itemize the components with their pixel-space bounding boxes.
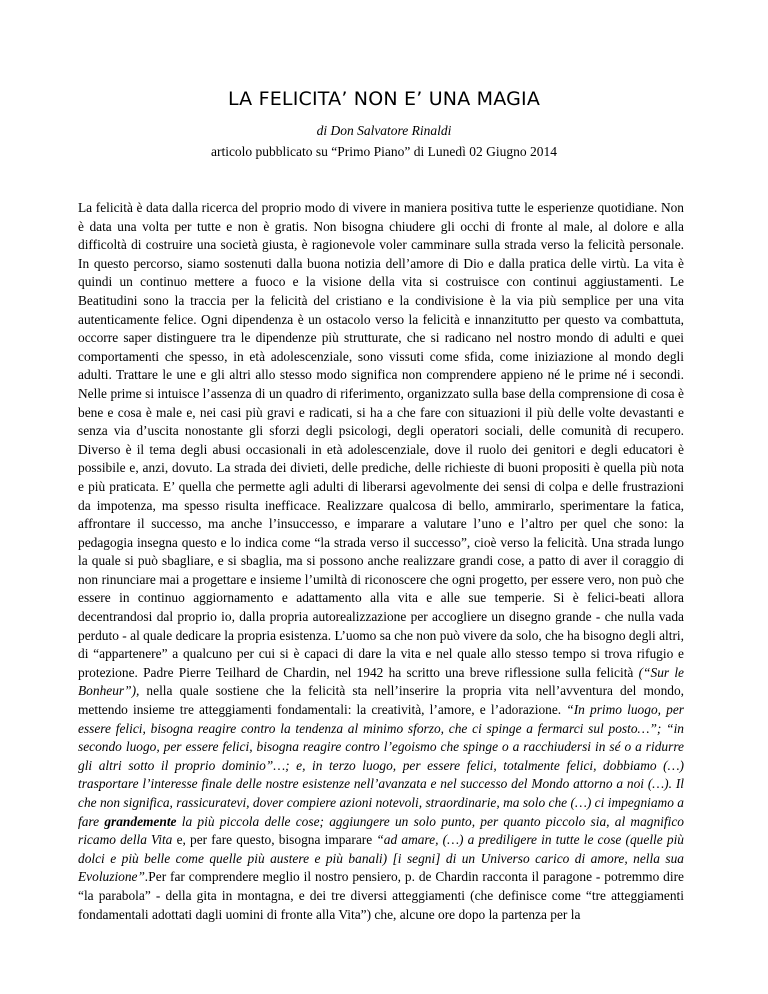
body-text-segment: nella quale sostiene che la felicità sta nell’inserire la propria vita nell’avventura del mondo, mettendo insieme tre atteggiamenti fondamentali: la creatività, l’amore, e l’adorazione. (78, 683, 684, 718)
article-body (78, 199, 684, 924)
body-text-segment: Per far comprendere meglio il nostro pensiero, p. de Chardin racconta il paragone - potremmo dire “la parabola” - della gita in montagna, e dei tre diversi atteggiamenti (che definisce come “tre atteggiamenti fondamentali adottati dagli uomini di fronte alla Vita”) che, alcune ore dopo la partenza per la (78, 869, 684, 922)
publication-info: articolo pubblicato su “Primo Piano” di Lunedì 02 Giugno 2014 (210, 144, 558, 159)
body-quote-segment: “In primo luogo, per essere felici, bisogna reagire contro la tendenza al minimo sforzo, che ci spinge a fermarci sul posto…”; “in secondo luogo, per essere felici, bisogna reagire contro l’egoismo che spinge o a racchiudersi in sé o a ridurre gli altri sotto il proprio dominio”…; e, in terzo luogo, per essere felici, totalmente felici, dobbiamo (…) trasportare l’interesse finale delle nostre esistenze nell’avanzata e nel successo del Mondo attorno a noi (…). Il che non significa, rassicuratevi, dover compiere azioni notevoli, straordinarie, ma solo che (…) ci impegniamo a fare (78, 702, 684, 829)
document-title: LA FELICITA’ NON E’ UNA MAGIA (227, 88, 541, 110)
body-text-segment: La felicità è data dalla ricerca del proprio modo di vivere in maniera positiva tutte le esperienze quotidiane. Non è data una volta per tutte e non è gratis. Non bisogna chiudere gli occhi di fronte al male, al dolore e alla difficoltà di costruire una società giusta, è ragionevole voler camminare sulla strada verso la felicità personale. In questo percorso, siamo sostenuti dalla buona notizia dell’amore di Dio e dalla pratica delle virtù. La vita è quindi un continuo mettere a fuoco e la visione della vita si costruisce con continui aggiustamenti. Le Beatitudini sono la traccia per la felicità del cristiano e la condivisione è la via più semplice per una vita autenticamente felice. Ogni dipendenza è un ostacolo verso la felicità e innanzitutto per questo va combattuta, occorre saper distinguere tra le dipendenze più strutturate, che si radicano nel nostro mondo di adulti e quei comportamenti che spesso, in età adolescenziale, sono vissuti come sfida, come iniziazione al mondo degli adulti. Trattare le une e gli altri allo stesso modo significa non comprendere appieno né le prime né i secondi. Nelle prime si intuisce l’assenza di un quadro di riferimento, organizzato sulla base della comprensione di cosa è bene e cosa è male e, nei casi più gravi e radicati, si ha a che fare con situazioni il più delle volte devastanti e senza via d’uscita nonostante gli sforzi degli psicologi, degli operatori sociali, delle comunità di recupero. Diverso è il tema degli abusi occasionali in età adolescenziale, dove il ruolo dei genitori e degli educatori è possibile e, anzi, dovuto. La strada dei divieti, delle prediche, delle richieste di buoni propositi è quella più nota e più praticata. E’ quella che permette agli adulti di liberarsi agevolmente dei sensi di colpa e delle frustrazioni da impotenza, ma spesso risulta inefficace. Realizzare qualcosa di bello, ammirarlo, sperimentare la fatica, affrontare il successo, ma anche l’insuccesso, e imparare a valutare l’uno e l’altro per quel che sono: la pedagogia insegna questo e lo indica come “la strada verso il successo”, cioè verso la felicità. Una strada lungo la quale si può sbagliare, e si sbaglia, ma si possono anche realizzare grandi cose, a patto di aver il coraggio di non rinunciare mai a progettare e insieme l’umiltà di riconoscere che ogni progetto, per essere vero, non può che essere in continuo aggiornamento e adattamento alla vita e alle sue temperie. Si è felici-beati allora decentrandosi dal proprio io, dalla propria autorealizzazione per accogliere un disegno grande - che nulla vada perduto - al quale dedicare la propria esistenza. L’uomo sa che non può vivere da solo, che ha bisogno degli altri, di “appartenere” a qualcuno per cui si è capaci di dare la vita e nel quale allo stesso tempo si trova rifugio e protezione. Padre Pierre Teilhard de Chardin, nel 1942 ha scritto una breve riflessione sulla felicità (78, 200, 684, 680)
author-byline: di Don Salvatore Rinaldi (316, 123, 452, 138)
body-text-segment: e, per fare questo, bisogna imparare (172, 832, 377, 848)
body-quote-segment: la più piccola delle cose; aggiungere un solo punto, per quanto piccolo sia, al magnifico ricamo della Vita (78, 813, 684, 848)
body-bold-italic-word: grandemente (104, 813, 177, 829)
body-italic-segment: (“Sur le Bonheur”), (78, 664, 684, 699)
body-quote-segment: “ad amare, (…) a prediligere in tutte le cose (quelle più dolci e più belle come quelle più austere e più banali) [i segni] di un Universo carico di amore, nella sua Evoluzione”. (78, 832, 684, 885)
